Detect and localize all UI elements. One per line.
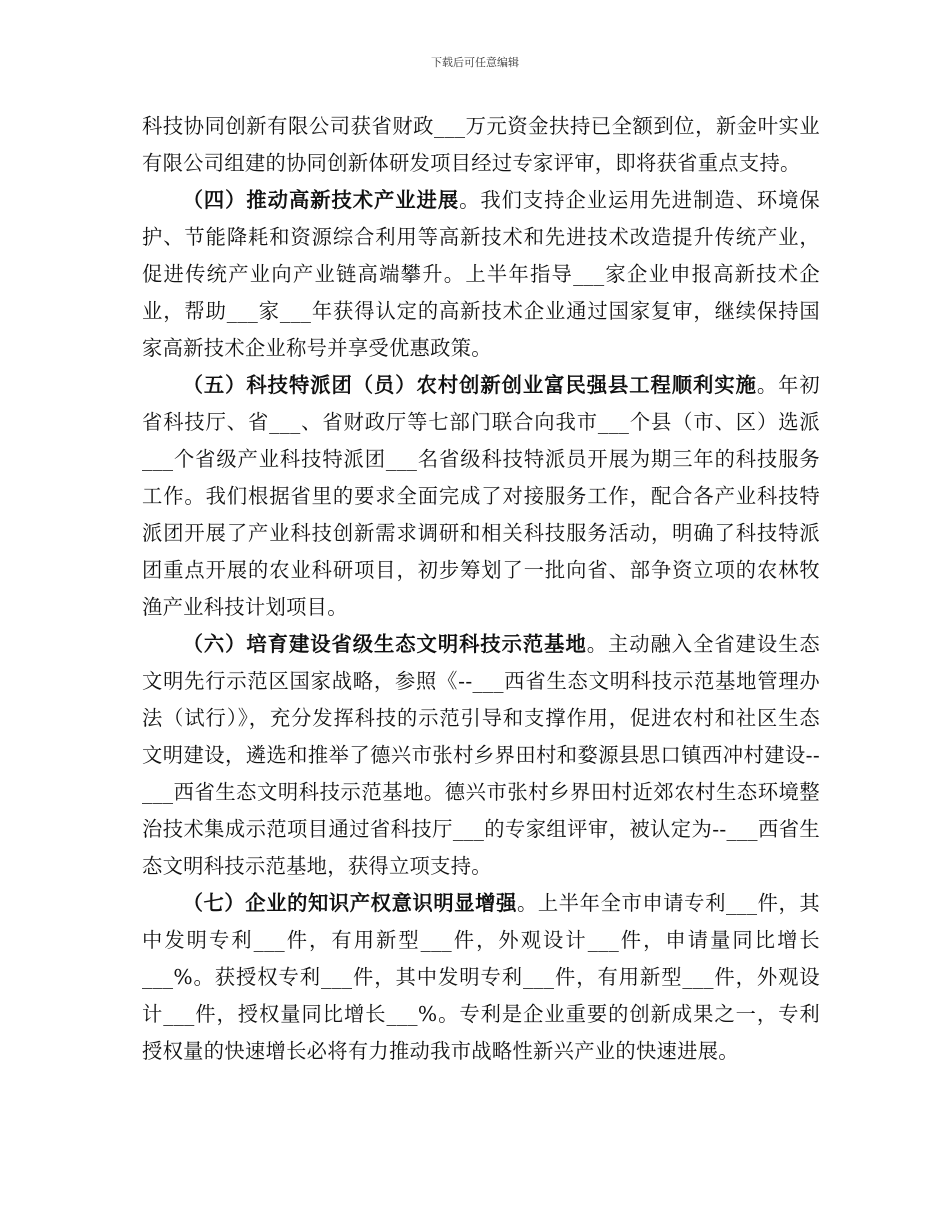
paragraph-body: 科技协同创新有限公司获省财政___万元资金扶持已全额到位，新金叶实业有限公司组建的协同创新体研发项目经过专家评审，即将获省重点支持。	[142, 114, 820, 175]
page-header: 下载后可任意编辑	[431, 56, 519, 69]
paragraph-body: 。年初省科技厅、省___、省财政厅等七部门联合向我市___个县（市、区）选派___个省级产业科技特派团___名省级科技特派员开展为期三年的科技服务工作。我们根据省里的要求全面完成了对接服务工作，配合各产业科技特派团开展了产业科技创新需求调研和相关科技服务活动，明确了科技特派团重点开展的农业科研项目，初步筹划了一批向省、部争资立项的农林牧渔产业科技计划项目。	[142, 373, 820, 619]
paragraph-section-4	[142, 182, 820, 367]
paragraph-body: 。上半年全市申请专利___件，其中发明专利___件，有用新型___件，外观设计___件，申请量同比增长___%。获授权专利___件，其中发明专利___件，有用新型___件，外观设计___件，授权量同比增长___%。专利是企业重要的创新成果之一，专利授权量的快速增长必将有力推动我市战略性新兴产业的快速进展。	[142, 891, 820, 1063]
document-body	[142, 108, 820, 1070]
section-heading-7: （七）企业的知识产权意识明显增强	[182, 891, 517, 915]
section-heading-6: （六）培育建设省级生态文明科技示范基地	[182, 632, 587, 656]
section-heading-5: （五）科技特派团（员）农村创新创业富民强县工程顺利实施	[182, 373, 757, 397]
paragraph-section-5	[142, 367, 820, 626]
paragraph-section-7	[142, 885, 820, 1070]
paragraph-body: 。我们支持企业运用先进制造、环境保护、节能降耗和资源综合利用等高新技术和先进技术改造提升传统产业，促进传统产业向产业链高端攀升。上半年指导___家企业申报高新技术企业，帮助___家___年获得认定的高新技术企业通过国家复审，继续保持国家高新技术企业称号并享受优惠政策。	[142, 188, 821, 360]
paragraph-continuation	[142, 108, 820, 182]
section-heading-4: （四）推动高新技术产业进展	[182, 188, 460, 212]
paragraph-body: 。主动融入全省建设生态文明先行示范区国家战略，参照《--___西省生态文明科技示范基地管理办法（试行）》，充分发挥科技的示范引导和支撑作用，促进农村和社区生态文明建设，遴选和推举了德兴市张村乡界田村和婺源县思口镇西冲村建设--___西省生态文明科技示范基地。德兴市张村乡界田村近郊农村生态环境整治技术集成示范项目通过省科技厅___的专家组评审，被认定为--___西省生态文明科技示范基地，获得立项支持。	[142, 632, 820, 878]
paragraph-section-6	[142, 626, 820, 885]
